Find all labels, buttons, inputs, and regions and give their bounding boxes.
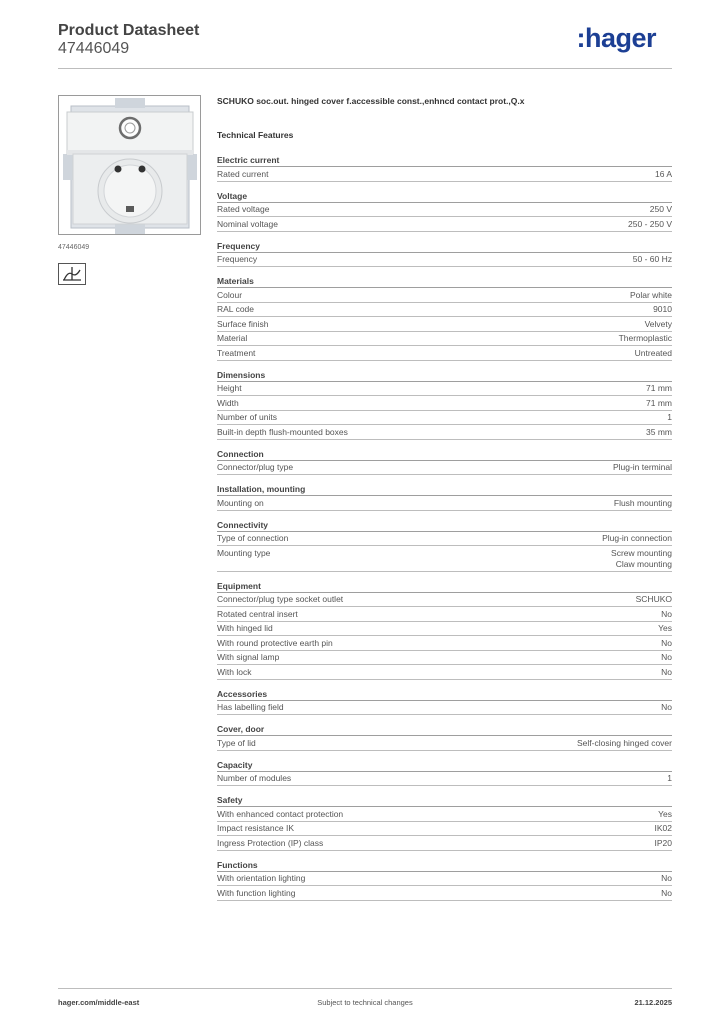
spec-row xyxy=(217,807,672,822)
spec-row xyxy=(217,317,672,332)
page-title: Product Datasheet xyxy=(58,22,200,39)
spec-label: Frequency xyxy=(217,254,258,264)
spec-value: Thermoplastic xyxy=(618,333,672,343)
spec-label: With function lighting xyxy=(217,887,296,898)
spec-label: With signal lamp xyxy=(217,652,280,662)
spec-label: Surface finish xyxy=(217,318,269,329)
spec-label: RAL code xyxy=(217,304,255,314)
spec-value: Untreated xyxy=(634,347,672,358)
spec-row xyxy=(217,701,672,716)
page-header xyxy=(58,22,672,70)
spec-value: 250 V xyxy=(649,204,672,214)
product-description: SCHUKO soc.out. hinged cover f.accessible const.,enhncd contact prot.,Q.x xyxy=(217,96,525,106)
spec-section xyxy=(217,794,672,851)
section-title: Electric current xyxy=(217,154,672,167)
spec-row xyxy=(217,836,672,851)
product-image xyxy=(58,95,201,235)
spec-label: With round protective earth pin xyxy=(217,637,333,648)
spec-row xyxy=(217,736,672,751)
spec-label: Number of units xyxy=(217,412,277,422)
technical-features-title: Technical Features xyxy=(217,130,294,140)
spec-value: 50 - 60 Hz xyxy=(632,254,672,264)
specification-sections xyxy=(217,154,672,901)
spec-label: Material xyxy=(217,333,248,343)
spec-row xyxy=(217,593,672,608)
spec-value: No xyxy=(661,652,672,662)
section-title: Connectivity xyxy=(217,519,672,532)
spec-label: Rated voltage xyxy=(217,204,270,214)
spec-value: Yes xyxy=(658,623,672,633)
spec-section xyxy=(217,369,672,440)
section-title: Voltage xyxy=(217,190,672,203)
spec-label: Nominal voltage xyxy=(217,218,278,229)
spec-value: No xyxy=(661,702,672,712)
spec-row xyxy=(217,217,672,232)
spec-label: Ingress Protection (IP) class xyxy=(217,837,324,848)
spec-row xyxy=(217,253,672,268)
spec-value: Plug-in connection xyxy=(602,533,672,543)
spec-row xyxy=(217,203,672,218)
spec-label: With orientation lighting xyxy=(217,873,306,883)
spec-label: Rotated central insert xyxy=(217,608,298,619)
spec-label: Type of connection xyxy=(217,533,289,543)
footer-divider xyxy=(58,988,672,989)
spec-value: 71 mm xyxy=(646,383,672,393)
socket-outlet-icon xyxy=(59,96,201,235)
spec-row xyxy=(217,546,672,572)
spec-section xyxy=(217,154,672,182)
spec-value: 35 mm xyxy=(646,426,672,437)
spec-row xyxy=(217,461,672,476)
spec-row xyxy=(217,622,672,637)
spec-row xyxy=(217,651,672,666)
spec-value: Yes xyxy=(658,808,672,819)
spec-row xyxy=(217,303,672,318)
spec-value: 250 - 250 V xyxy=(628,218,672,229)
spec-label: Mounting on xyxy=(217,497,264,508)
spec-row xyxy=(217,772,672,787)
spec-row xyxy=(217,872,672,887)
spec-section xyxy=(217,190,672,232)
spec-row xyxy=(217,496,672,511)
spec-value: 9010 xyxy=(653,304,672,314)
footer-date: 21.12.2025 xyxy=(634,998,672,1007)
hager-logo: :hager xyxy=(576,23,656,53)
spec-value: Screw mounting Claw mounting xyxy=(611,547,672,569)
spec-label: Mounting type xyxy=(217,547,271,558)
section-title: Accessories xyxy=(217,688,672,701)
header-divider xyxy=(58,68,672,69)
spec-value: IP20 xyxy=(654,837,672,848)
spec-value: No xyxy=(661,873,672,883)
spec-value: Velvety xyxy=(644,318,672,329)
section-title: Frequency xyxy=(217,240,672,253)
section-title: Capacity xyxy=(217,759,672,772)
spec-row xyxy=(217,332,672,347)
spec-label: Impact resistance IK xyxy=(217,823,295,833)
spec-value: 1 xyxy=(667,773,672,783)
spec-value: No xyxy=(661,637,672,648)
spec-value: Self-closing hinged cover xyxy=(577,737,672,748)
spec-value: No xyxy=(661,666,672,677)
section-title: Installation, mounting xyxy=(217,483,672,496)
spec-section xyxy=(217,448,672,476)
section-title: Safety xyxy=(217,794,672,807)
spec-value: Flush mounting xyxy=(613,497,672,508)
spec-value: Polar white xyxy=(629,289,672,300)
spec-value: 16 A xyxy=(654,168,672,179)
spec-section xyxy=(217,240,672,268)
spec-value: 71 mm xyxy=(646,397,672,408)
spec-value: Plug-in terminal xyxy=(612,462,672,472)
spec-row xyxy=(217,886,672,901)
spec-label: Rated current xyxy=(217,168,269,179)
spec-row xyxy=(217,532,672,547)
spec-label: Built-in depth flush-mounted boxes xyxy=(217,426,348,437)
spec-section xyxy=(217,688,672,716)
spec-label: With lock xyxy=(217,666,252,677)
spec-section xyxy=(217,483,672,511)
spec-row xyxy=(217,288,672,303)
spec-section xyxy=(217,859,672,901)
section-title: Equipment xyxy=(217,580,672,593)
spec-section xyxy=(217,759,672,787)
section-title: Functions xyxy=(217,859,672,872)
spec-value: SCHUKO xyxy=(635,594,672,604)
section-title: Cover, door xyxy=(217,723,672,736)
spec-row xyxy=(217,636,672,651)
spec-label: Colour xyxy=(217,289,243,300)
socket-symbol-icon xyxy=(58,263,86,285)
spec-row xyxy=(217,411,672,426)
spec-label: Connector/plug type socket outlet xyxy=(217,594,344,604)
spec-row xyxy=(217,822,672,837)
spec-value: 1 xyxy=(667,412,672,422)
spec-label: Height xyxy=(217,383,242,393)
spec-value: IK02 xyxy=(654,823,672,833)
page-footer xyxy=(58,998,672,1010)
spec-label: Number of modules xyxy=(217,773,292,783)
spec-row xyxy=(217,346,672,361)
section-title: Connection xyxy=(217,448,672,461)
spec-label: Has labelling field xyxy=(217,702,284,712)
spec-label: Treatment xyxy=(217,347,256,358)
spec-label: With enhanced contact protection xyxy=(217,808,344,819)
product-number: 47446049 xyxy=(58,40,130,57)
footer-website: hager.com/middle-east xyxy=(58,998,140,1007)
footer-notice: Subject to technical changes xyxy=(317,998,413,1007)
spec-label: Type of lid xyxy=(217,737,256,748)
datasheet-content xyxy=(217,95,672,909)
spec-section xyxy=(217,580,672,680)
spec-row xyxy=(217,665,672,680)
spec-row xyxy=(217,396,672,411)
spec-section xyxy=(217,275,672,361)
image-caption: 47446049 xyxy=(58,244,90,251)
spec-label: Connector/plug type xyxy=(217,462,294,472)
spec-label: With hinged lid xyxy=(217,623,273,633)
spec-label: Width xyxy=(217,397,239,408)
spec-row xyxy=(217,167,672,182)
spec-section xyxy=(217,723,672,751)
spec-row xyxy=(217,382,672,397)
spec-section xyxy=(217,519,672,572)
section-title: Dimensions xyxy=(217,369,672,382)
spec-value: No xyxy=(661,887,672,898)
spec-row xyxy=(217,607,672,622)
section-title: Materials xyxy=(217,275,672,288)
spec-value: No xyxy=(661,608,672,619)
spec-row xyxy=(217,425,672,440)
